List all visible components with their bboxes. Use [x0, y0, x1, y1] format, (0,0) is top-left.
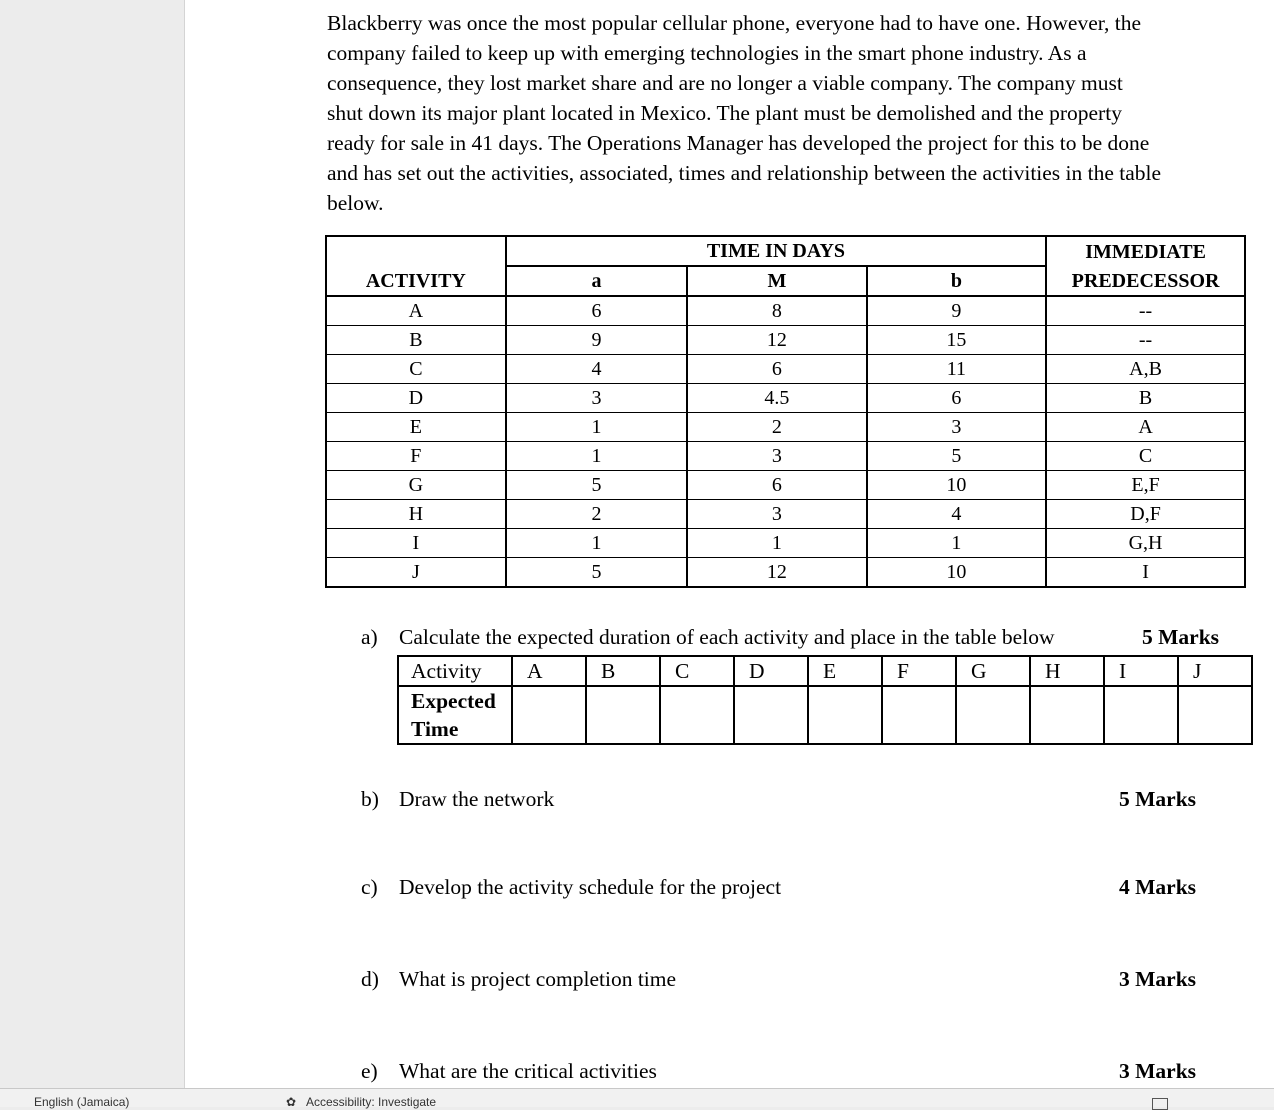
activity-row [326, 529, 1245, 558]
header-immediate: IMMEDIATE [1046, 236, 1245, 266]
activity-cell-activity: D [326, 384, 506, 413]
activity-cell-a: 5 [506, 471, 687, 500]
activity-cell-activity: J [326, 558, 506, 588]
header-activity: ACTIVITY [326, 266, 506, 296]
header-b: b [867, 266, 1046, 296]
activity-cell-b: 1 [867, 529, 1046, 558]
intro-paragraph: Blackberry was once the most popular cellular phone, everyone had to have one. However, the company failed to keep up with emerging technologies in the smart phone industry. As a consequence, they lost market share and are no longer a viable company. The company must shut down its major plant located in Mexico. The plant must be demolished and the property ready for sale in 41 days. The Operations Manager has developed the project for this to be done and has set out the activities, associated, times and relationship between the activities in the table below. [327, 11, 1162, 215]
activity-row [326, 413, 1245, 442]
activity-cell-pred: C [1046, 442, 1245, 471]
activity-cell-pred: B [1046, 384, 1245, 413]
question-b [361, 787, 554, 812]
document-page[interactable] [184, 0, 1274, 1090]
accessibility-status[interactable]: Accessibility: Investigate [306, 1095, 437, 1109]
activity-cell-a: 2 [506, 500, 687, 529]
expected-time-cell[interactable] [1178, 686, 1252, 744]
question-d [361, 967, 676, 992]
activity-time-table [325, 235, 1246, 588]
question-b-label: b) [361, 787, 379, 811]
activity-row [326, 296, 1245, 326]
expected-time-cell[interactable] [1104, 686, 1178, 744]
activity-cell-b: 3 [867, 413, 1046, 442]
activity-cell-b: 15 [867, 326, 1046, 355]
activity-cell-pred: -- [1046, 296, 1245, 326]
expected-time-cell[interactable] [660, 686, 734, 744]
status-bar [0, 1088, 1274, 1107]
activity-cell-a: 9 [506, 326, 687, 355]
expected-table-activity-d: D [734, 656, 808, 686]
activity-cell-m: 3 [687, 500, 866, 529]
expected-time-cell[interactable] [882, 686, 956, 744]
question-e [361, 1059, 657, 1084]
activity-cell-b: 5 [867, 442, 1046, 471]
question-c-text: Develop the activity schedule for the project [399, 875, 782, 899]
activity-cell-m: 8 [687, 296, 866, 326]
activity-row [326, 355, 1245, 384]
activity-cell-m: 12 [687, 558, 866, 588]
activity-cell-activity: H [326, 500, 506, 529]
question-a [361, 625, 1054, 650]
activity-cell-b: 10 [867, 471, 1046, 500]
expected-time-cell[interactable] [586, 686, 660, 744]
activity-cell-b: 9 [867, 296, 1046, 326]
question-b-text: Draw the network [399, 787, 555, 811]
activity-cell-activity: C [326, 355, 506, 384]
layout-view-icon[interactable] [1152, 1098, 1168, 1110]
activity-cell-m: 1 [687, 529, 866, 558]
activity-cell-m: 2 [687, 413, 866, 442]
header-time-in-days: TIME IN DAYS [506, 236, 1046, 266]
question-c-marks: 4 Marks [1119, 875, 1197, 899]
expected-time-cell[interactable] [808, 686, 882, 744]
activity-cell-a: 1 [506, 442, 687, 471]
activity-cell-b: 11 [867, 355, 1046, 384]
activity-row [326, 558, 1245, 588]
activity-cell-b: 6 [867, 384, 1046, 413]
language-indicator[interactable]: English (Jamaica) [34, 1095, 130, 1109]
question-c [361, 875, 781, 900]
question-a-text: Calculate the expected duration of each activity and place in the table below [399, 625, 1055, 649]
activity-row [326, 471, 1245, 500]
expected-table-time-label: Expected Time [398, 686, 512, 744]
activity-cell-activity: G [326, 471, 506, 500]
activity-cell-pred: G,H [1046, 529, 1245, 558]
expected-table-activity-j: J [1178, 656, 1252, 686]
header-predecessor: PREDECESSOR [1046, 266, 1245, 296]
activity-cell-m: 6 [687, 355, 866, 384]
activity-cell-activity: B [326, 326, 506, 355]
activity-cell-m: 12 [687, 326, 866, 355]
question-b-marks: 5 Marks [1119, 787, 1197, 811]
activity-row [326, 326, 1245, 355]
activity-cell-pred: A,B [1046, 355, 1245, 384]
question-a-label: a) [361, 625, 378, 649]
activity-cell-pred: -- [1046, 326, 1245, 355]
expected-table-activity-a: A [512, 656, 586, 686]
activity-row [326, 384, 1245, 413]
header-m: M [687, 266, 866, 296]
expected-time-cell[interactable] [512, 686, 586, 744]
expected-time-table [397, 655, 1253, 745]
question-c-label: c) [361, 875, 378, 899]
activity-cell-activity: I [326, 529, 506, 558]
activity-cell-pred: D,F [1046, 500, 1245, 529]
activity-row [326, 442, 1245, 471]
activity-cell-a: 1 [506, 529, 687, 558]
activity-cell-a: 6 [506, 296, 687, 326]
activity-cell-m: 3 [687, 442, 866, 471]
question-a-marks: 5 Marks [1142, 625, 1220, 649]
expected-table-activity-b: B [586, 656, 660, 686]
activity-cell-a: 4 [506, 355, 687, 384]
activity-cell-activity: F [326, 442, 506, 471]
expected-table-activity-e: E [808, 656, 882, 686]
expected-table-activity-g: G [956, 656, 1030, 686]
question-e-text: What are the critical activities [399, 1059, 657, 1083]
question-d-marks: 3 Marks [1119, 967, 1197, 991]
activity-cell-m: 6 [687, 471, 866, 500]
left-gutter [0, 0, 182, 1090]
activity-cell-a: 1 [506, 413, 687, 442]
activity-cell-a: 3 [506, 384, 687, 413]
expected-table-activity-h: H [1030, 656, 1104, 686]
header-a: a [506, 266, 687, 296]
question-d-label: d) [361, 967, 379, 991]
question-d-text: What is project completion time [399, 967, 677, 991]
activity-cell-a: 5 [506, 558, 687, 588]
expected-time-cell[interactable] [734, 686, 808, 744]
activity-cell-pred: I [1046, 558, 1245, 588]
header-empty [326, 236, 506, 266]
activity-cell-b: 10 [867, 558, 1046, 588]
expected-table-activity-c: C [660, 656, 734, 686]
accessibility-icon[interactable]: ✿ [286, 1095, 297, 1109]
activity-cell-b: 4 [867, 500, 1046, 529]
expected-table-activity-label: Activity [398, 656, 512, 686]
activity-cell-pred: A [1046, 413, 1245, 442]
expected-table-activity-i: I [1104, 656, 1178, 686]
question-e-marks: 3 Marks [1119, 1059, 1197, 1083]
activity-cell-pred: E,F [1046, 471, 1245, 500]
expected-time-cell[interactable] [1030, 686, 1104, 744]
expected-table-activity-f: F [882, 656, 956, 686]
activity-row [326, 500, 1245, 529]
activity-cell-m: 4.5 [687, 384, 866, 413]
activity-cell-activity: A [326, 296, 506, 326]
expected-time-cell[interactable] [956, 686, 1030, 744]
question-e-label: e) [361, 1059, 378, 1083]
activity-cell-activity: E [326, 413, 506, 442]
